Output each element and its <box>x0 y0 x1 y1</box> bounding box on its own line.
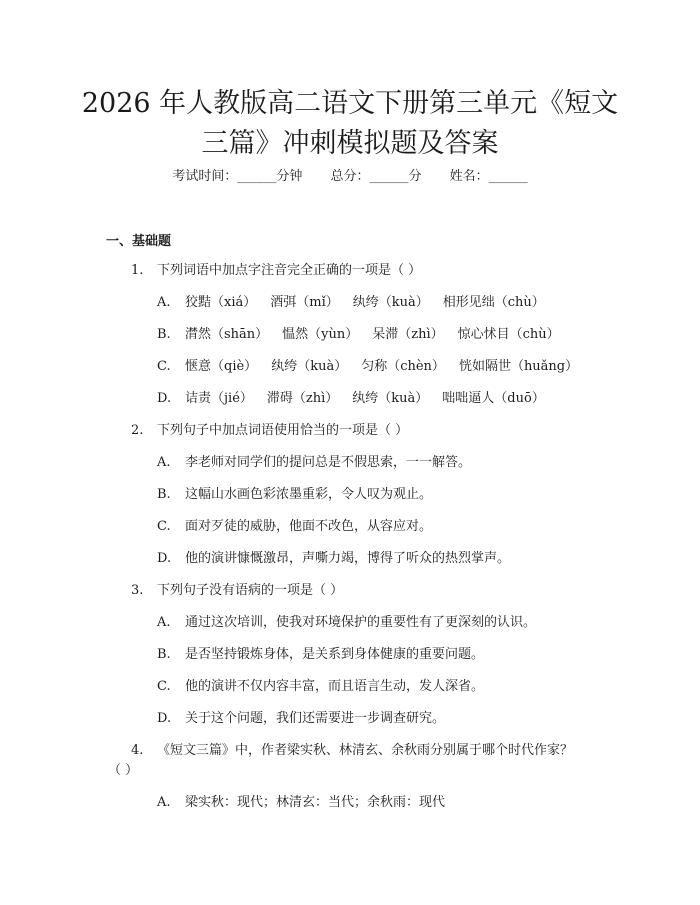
question-1-option-d <box>157 390 559 408</box>
question-3-option-c <box>157 678 484 696</box>
question-3-option-b <box>157 646 484 664</box>
option-letter: D. <box>157 711 172 726</box>
question-2-option-b <box>157 486 432 504</box>
option-word: 潸然（shān） <box>185 327 269 342</box>
option-letter: A. <box>157 295 171 310</box>
option-text: 面对歹徒的威胁，他面不改色，从容应对。 <box>185 519 433 534</box>
option-letter: D. <box>157 551 172 566</box>
option-word: 纨绔（kuà） <box>271 359 348 374</box>
question-2-option-c <box>157 518 432 536</box>
question-1-option-c <box>157 358 592 376</box>
question-1-option-b <box>157 326 574 344</box>
option-text: 这幅山水画色彩浓墨重彩，令人叹为观止。 <box>185 487 433 502</box>
section-heading-basic: 一、基础题 <box>106 234 172 249</box>
exam-meta <box>0 168 700 186</box>
option-letter: B. <box>157 487 171 502</box>
option-word: 匀称（chèn） <box>361 359 445 374</box>
option-word: 咄咄逼人（duō） <box>442 391 545 406</box>
document-title <box>70 84 630 164</box>
option-word: 惊心怵目（chù） <box>457 327 560 342</box>
option-word: 恍如隔世（huǎng） <box>458 359 579 374</box>
option-letter: A. <box>157 455 171 470</box>
question-2-option-a <box>157 454 471 472</box>
exam-time-field: 考试时间：______分钟 <box>172 169 303 184</box>
student-name-field: 姓名：______ <box>449 169 528 184</box>
option-letter: B. <box>157 327 171 342</box>
option-word: 酒弭（mǐ） <box>270 295 339 310</box>
option-word: 狡黠（xiá） <box>185 295 257 310</box>
option-word: 呆滞（zhì） <box>372 327 444 342</box>
question-4-stem <box>131 742 573 760</box>
option-letter: D. <box>157 391 172 406</box>
question-number: 3. <box>131 583 144 598</box>
option-text: 通过这次培训，使我对环境保护的重要性有了更深刻的认识。 <box>185 615 537 630</box>
question-number: 2. <box>131 423 144 438</box>
option-letter: A. <box>157 615 171 630</box>
option-text: 梁实秋：现代；林清玄：当代；余秋雨：现代 <box>185 795 446 810</box>
question-3-option-d <box>157 710 445 728</box>
question-number: 1. <box>131 263 144 278</box>
option-letter: A. <box>157 795 171 810</box>
option-word: 诘责（jié） <box>185 391 253 406</box>
option-letter: B. <box>157 647 171 662</box>
option-word: 相形见绌（chù） <box>442 295 545 310</box>
option-letter: C. <box>157 519 171 534</box>
title-line-1: 2026 年人教版高二语文下册第三单元《短文 <box>81 88 619 119</box>
option-letter: C. <box>157 679 171 694</box>
option-text: 李老师对同学们的提问总是不假思索，一一解答。 <box>185 455 472 470</box>
question-3-stem <box>131 582 343 600</box>
question-text: 下列词语中加点字注音完全正确的一项是（ ） <box>157 263 422 278</box>
question-2-option-d <box>157 550 510 568</box>
question-4-option-a <box>157 794 445 812</box>
option-word: 愠然（yùn） <box>282 327 359 342</box>
question-1-stem <box>131 262 421 280</box>
question-text: 下列句子中加点词语使用恰当的一项是（ ） <box>157 423 409 438</box>
total-score-field: 总分：______分 <box>330 169 422 184</box>
option-text: 关于这个问题，我们还需要进一步调查研究。 <box>185 711 446 726</box>
question-text: 《短文三篇》中，作者梁实秋、林清玄、余秋雨分别属于哪个时代作家？ <box>157 743 574 758</box>
question-3-option-a <box>157 614 536 632</box>
option-text: 是否坚持锻炼身体，是关系到身体健康的重要问题。 <box>185 647 485 662</box>
question-number: 4. <box>131 743 144 758</box>
question-1-option-a <box>157 294 559 312</box>
question-4-stem-continued: （ ） <box>108 763 139 778</box>
question-text: 下列句子没有语病的一项是（ ） <box>157 583 344 598</box>
option-text: 他的演讲慷慨激昂，声嘶力竭，博得了听众的热烈掌声。 <box>185 551 511 566</box>
option-letter: C. <box>157 359 171 374</box>
option-word: 纨绔（kuà） <box>352 391 429 406</box>
option-word: 惬意（qiè） <box>185 359 258 374</box>
option-word: 纨绔（kuà） <box>352 295 429 310</box>
option-word: 滞碍（zhì） <box>266 391 339 406</box>
question-2-stem <box>131 422 408 440</box>
title-line-2: 三篇》冲刺模拟题及答案 <box>201 128 499 159</box>
option-text: 他的演讲不仅内容丰富，而且语言生动，发人深省。 <box>185 679 485 694</box>
